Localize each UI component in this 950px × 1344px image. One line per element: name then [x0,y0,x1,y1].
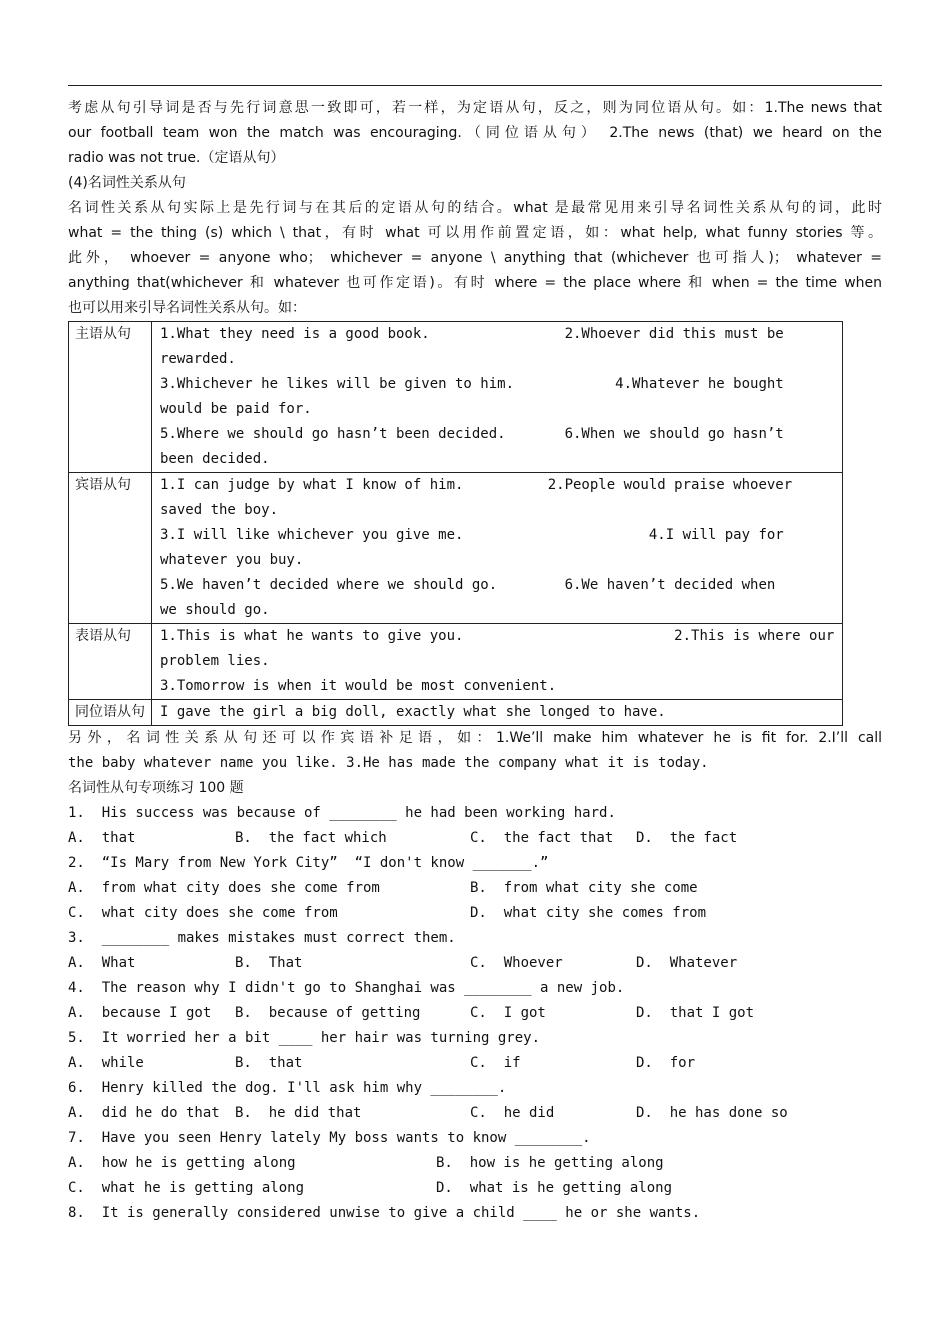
example-line: rewarded. [160,351,236,367]
question-stem: 2. “Is Mary from New York City” “I don't know _______.” [68,855,549,871]
example-line: 1.What they need is a good book. 2.Whoever did this must be [160,326,784,342]
row-examples [152,700,843,726]
header-rule [68,85,882,86]
options-row [68,1051,882,1076]
table-row [69,473,843,624]
practice-title: 名词性从句专项练习 100 题 [68,780,244,796]
text-line: 另外，名词性关系从句还可以作宾语补足语，如：1.We’ll make him whatever he is fit for. 2.I’ll call [68,730,882,746]
section-heading: (4)名词性关系从句 [68,175,186,191]
text-line: 考虑从句引导词是否与先行词意思一致即可，若一样，为定语从句，反之，则为同位语从句。如：1.The news that [68,100,882,116]
answer-option[interactable]: A. that [68,830,136,846]
answer-option[interactable]: B. that [235,1055,303,1071]
question-stem: 3. ________ makes mistakes must correct them. [68,930,456,946]
document-page [68,96,882,1226]
options-row [68,1101,882,1126]
question-list [68,801,882,1226]
answer-option[interactable]: A. from what city does she come from [68,880,380,896]
example-line: problem lies. [160,653,270,669]
row-label: 宾语从句 [69,473,152,624]
text-line: anything that(whichever 和 whatever 也可作定语)。有时 where = the place where 和 when = the time when [68,275,882,291]
example-line: 3.Whichever he likes will be given to him. 4.Whatever he bought [160,376,784,392]
answer-option[interactable]: B. because of getting [235,1005,421,1021]
row-examples [152,473,843,624]
answer-option[interactable]: C. I got [470,1005,546,1021]
example-line: 3.I will like whichever you give me. 4.I will pay for [160,527,784,543]
answer-option[interactable]: C. what he is getting along [68,1180,305,1196]
answer-option[interactable]: D. what city she comes from [470,905,707,921]
answer-option[interactable]: C. what city does she come from [68,905,338,921]
answer-option[interactable]: C. if [470,1055,521,1071]
options-row [68,876,882,901]
after-paragraph [68,726,882,776]
options-row [68,826,882,851]
answer-option[interactable]: B. the fact which [235,830,387,846]
table-row [69,624,843,700]
answer-option[interactable]: A. while [68,1055,144,1071]
question-stem: 5. It worried her a bit ____ her hair was turning grey. [68,1030,541,1046]
answer-option[interactable]: D. he has done so [636,1105,788,1121]
example-line: would be paid for. [160,401,312,417]
answer-option[interactable]: D. for [636,1055,696,1071]
answer-option[interactable]: D. that I got [636,1005,755,1021]
answer-option[interactable]: A. What [68,955,136,971]
answer-option[interactable]: B. he did that [235,1105,362,1121]
clause-table [68,321,843,726]
answer-option[interactable]: A. because I got [68,1005,212,1021]
text-line: 也可以用来引导名词性关系从句。如： [68,300,306,316]
example-line: saved the boy. [160,502,279,518]
options-row [68,1176,882,1201]
section-paragraph [68,196,882,321]
example-line: whatever you buy. [160,552,304,568]
row-label: 表语从句 [69,624,152,700]
options-row [68,1001,882,1026]
answer-option[interactable]: A. how he is getting along [68,1155,296,1171]
example-line: 5.We haven’t decided where we should go. 6.We haven’t decided when [160,577,776,593]
example-line: 3.Tomorrow is when it would be most convenient. [160,678,557,694]
answer-option[interactable]: C. he did [470,1105,555,1121]
example-line: 5.Where we should go hasn’t been decided. 6.When we should go hasn’t [160,426,784,442]
question-stem: 4. The reason why I didn't go to Shanghai was ________ a new job. [68,980,625,996]
row-examples [152,322,843,473]
example-line: 1.This is what he wants to give you. 2.This is where our [160,628,835,644]
answer-option[interactable]: D. what is he getting along [436,1180,673,1196]
answer-option[interactable]: B. from what city she come [470,880,698,896]
question-stem: 7. Have you seen Henry lately My boss wants to know ________. [68,1130,591,1146]
text-line: the baby whatever name you like. 3.He has made the company what it is today. [68,755,709,771]
text-line: what = the thing (s) which \ that，有时 what 可以用作前置定语，如：what help, what funny stories 等。 [68,225,882,241]
table-row [69,700,843,726]
answer-option[interactable]: D. Whatever [636,955,738,971]
intro-paragraph [68,96,882,171]
options-row [68,951,882,976]
text-line: radio was not true.（定语从句） [68,150,285,166]
options-row [68,1151,882,1176]
text-line: 此外， whoever = anyone who； whichever = anyone \ anything that (whichever 也可指人)； whatever = [68,250,882,266]
answer-option[interactable]: C. Whoever [470,955,563,971]
answer-option[interactable]: D. the fact [636,830,738,846]
example-line: been decided. [160,451,270,467]
row-examples [152,624,843,700]
question-stem: 8. It is generally considered unwise to give a child ____ he or she wants. [68,1205,701,1221]
row-label: 主语从句 [69,322,152,473]
answer-option[interactable]: B. That [235,955,303,971]
text-line: 名词性关系从句实际上是先行词与在其后的定语从句的结合。what 是最常见用来引导名词性关系从句的词，此时 [68,200,882,216]
example-line: I gave the girl a big doll, exactly what she longed to have. [160,704,666,720]
question-stem: 6. Henry killed the dog. I'll ask him why ________. [68,1080,507,1096]
answer-option[interactable]: B. how is he getting along [436,1155,664,1171]
row-label: 同位语从句 [69,700,152,726]
options-row [68,901,882,926]
question-stem: 1. His success was because of ________ he had been working hard. [68,805,616,821]
answer-option[interactable]: A. did he do that [68,1105,220,1121]
text-line: our football team won the match was encouraging.（同位语从句） 2.The news (that) we heard on the [68,125,882,141]
example-line: we should go. [160,602,270,618]
example-line: 1.I can judge by what I know of him. 2.People would praise whoever [160,477,793,493]
table-row [69,322,843,473]
answer-option[interactable]: C. the fact that [470,830,614,846]
